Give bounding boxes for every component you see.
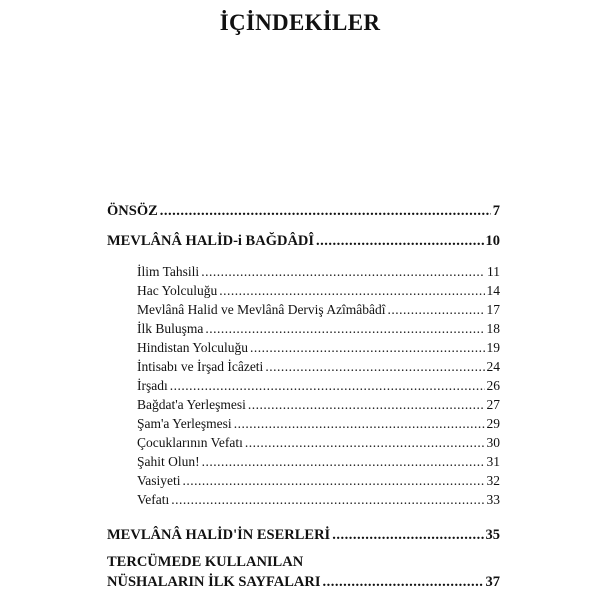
toc-entry-sam <box>137 416 500 432</box>
toc-entry-label-line1: TERCÜMEDE KULLANILAN <box>107 554 304 570</box>
toc-entry-bagdat <box>137 397 500 413</box>
toc-entry-page: 29 <box>486 416 500 431</box>
toc-entry-page: 31 <box>486 454 500 469</box>
toc-entry-label: Hac Yolculuğu <box>137 283 218 298</box>
toc-entry-label: Çocuklarının Vefatı <box>137 435 243 450</box>
dot-leader <box>250 340 484 356</box>
toc-entry-page: 11 <box>487 264 500 279</box>
toc-entry-label: MEVLÂNÂ HALİD-i BAĞDÂDÎ <box>107 233 315 249</box>
toc-entry-label: İlk Buluşma <box>137 321 204 336</box>
toc-entry-page: 10 <box>485 233 500 249</box>
toc-entry-label: İntisabı ve İrşad İcâzeti <box>137 359 264 374</box>
dot-leader <box>205 321 484 337</box>
dot-leader <box>183 473 485 489</box>
dot-leader <box>245 435 485 451</box>
page-title: İÇİNDEKİLER <box>219 10 381 35</box>
toc-entry-page: 33 <box>486 492 500 507</box>
toc-entry-hindistan-yolculugu <box>137 340 500 356</box>
toc-entry-irsadi <box>137 378 500 394</box>
toc-entry-label: MEVLÂNÂ HALİD'İN ESERLERİ <box>107 527 331 543</box>
toc-entry-vefati <box>137 492 500 508</box>
dot-leader <box>323 574 484 591</box>
toc-entry-page: 26 <box>486 378 500 393</box>
toc-entry-page: 19 <box>486 340 500 355</box>
toc-entry-label: Hindistan Yolculuğu <box>137 340 249 355</box>
dot-leader <box>332 527 483 544</box>
toc-entry-page: 7 <box>492 203 500 219</box>
toc-entry-sahit-olun <box>137 454 500 470</box>
toc-entry-ilk-bulusma <box>137 321 500 337</box>
toc-entry-onsoz <box>107 203 500 220</box>
toc-entry-intisabi <box>137 359 500 375</box>
dot-leader <box>171 492 484 508</box>
dot-leader <box>201 264 485 280</box>
toc-entry-nushalar <box>107 554 500 591</box>
dot-leader <box>248 397 485 413</box>
dot-leader <box>388 302 485 318</box>
toc-entry-label: Bağdat'a Yerleşmesi <box>137 397 246 412</box>
dot-leader <box>219 283 484 299</box>
toc-entry-vasiyeti <box>137 473 500 489</box>
dot-leader <box>234 416 485 432</box>
toc-entry-page: 17 <box>486 302 500 317</box>
toc-entry-mevlana-halid <box>107 233 500 250</box>
toc-entry-label: Şahit Olun! <box>137 454 200 469</box>
dot-leader <box>160 203 491 220</box>
toc-entry-label: NÜSHALARIN İLK SAYFALARI <box>107 574 321 590</box>
toc-entry-page: 32 <box>486 473 500 488</box>
toc-entry-label: Şam'a Yerleşmesi <box>137 416 232 431</box>
toc-entry-page: 27 <box>486 397 500 412</box>
toc-entry-page: 14 <box>486 283 500 298</box>
toc-entry-label: İlim Tahsili <box>137 264 200 279</box>
toc-entry-page: 24 <box>486 359 500 374</box>
toc-entry-hac-yolculugu <box>137 283 500 299</box>
toc-entry-ilim-tahsili <box>137 264 500 280</box>
toc-entry-mevlana-dervis <box>137 302 500 318</box>
toc-entry-page: 35 <box>485 527 500 543</box>
toc-entry-page: 30 <box>486 435 500 450</box>
toc-entry-label: Mevlânâ Halid ve Mevlânâ Derviş Azîmâbâdî <box>137 302 386 317</box>
dot-leader <box>202 454 485 470</box>
dot-leader <box>265 359 484 375</box>
toc-entry-label: ÖNSÖZ <box>107 203 158 219</box>
toc-entry-page: 18 <box>486 321 500 336</box>
toc-entry-cocuklarinin-vefati <box>137 435 500 451</box>
toc-entry-eserleri <box>107 527 500 544</box>
toc-entry-page: 37 <box>485 574 500 590</box>
toc-entry-label: Vasiyeti <box>137 473 181 488</box>
toc-entry-label: İrşadı <box>137 378 168 393</box>
dot-leader <box>316 233 483 250</box>
dot-leader <box>170 378 485 394</box>
toc-entry-label: Vefatı <box>137 492 170 507</box>
